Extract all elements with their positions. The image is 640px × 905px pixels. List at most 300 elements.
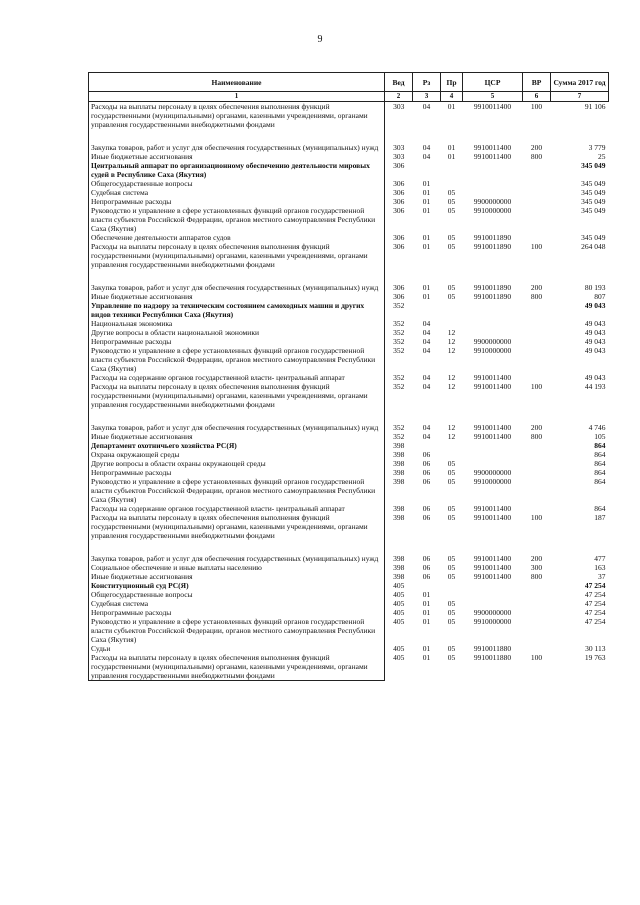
- row-pr: 05: [447, 477, 456, 486]
- row-rz: 01: [422, 283, 431, 292]
- row-csr: 9910011400: [473, 504, 512, 513]
- row-pr: 05: [447, 242, 456, 251]
- row-pr: [441, 161, 463, 179]
- row-rz: [413, 301, 441, 319]
- row-vr: [523, 468, 551, 477]
- row-ved: 398: [393, 563, 405, 572]
- row-sum: 80 193: [584, 283, 606, 292]
- row-name: Расходы на содержание органов государственной власти- центральный аппарат: [89, 504, 385, 513]
- spacer-cell: [463, 409, 523, 423]
- row-sum: 345 049: [581, 233, 606, 242]
- table-row: [89, 432, 609, 441]
- row-pr: 12: [447, 423, 456, 432]
- row-spacer: [89, 269, 609, 283]
- row-vr: 100: [530, 513, 543, 522]
- row-csr: 9910011400: [473, 102, 512, 111]
- row-pr: 05: [447, 283, 456, 292]
- row-ved: 352: [393, 382, 405, 391]
- row-sum: 345 049: [581, 206, 606, 215]
- row-csr: 9910011400: [473, 554, 512, 563]
- spacer-cell: [463, 540, 523, 554]
- row-csr: 9910011890: [473, 283, 512, 292]
- row-sum: 864: [594, 504, 606, 513]
- row-pr: [441, 319, 463, 328]
- row-name: Другие вопросы в области охраны окружающей среды: [89, 459, 385, 468]
- row-rz: 06: [422, 513, 431, 522]
- row-spacer: [89, 129, 609, 143]
- row-csr: 9910000000: [473, 206, 512, 215]
- row-sum: 264 048: [581, 242, 606, 251]
- row-name: Руководство и управление в сфере установленных функций органов государственной власти субъектов Российской Федерации, органов местного самоуправления Республики Саха (Якутия): [89, 346, 385, 373]
- spacer-cell: [385, 409, 413, 423]
- row-pr: 05: [447, 572, 456, 581]
- row-pr: 05: [447, 644, 456, 653]
- row-ved: 306: [393, 206, 405, 215]
- row-ved: 352: [393, 423, 405, 432]
- row-csr: 9910011890: [473, 242, 512, 251]
- row-ved: 352: [393, 301, 405, 310]
- row-ved: 405: [393, 581, 405, 590]
- row-csr: [463, 450, 523, 459]
- spacer-cell: [385, 540, 413, 554]
- spacer-cell: [385, 129, 413, 143]
- row-name: Непрограммные расходы: [89, 468, 385, 477]
- row-ved: 405: [393, 608, 405, 617]
- row-vr: [523, 590, 551, 599]
- row-rz: 04: [422, 432, 431, 441]
- column-number: 5: [463, 92, 523, 102]
- row-pr: 05: [447, 233, 456, 242]
- row-sum: 864: [594, 468, 606, 477]
- row-name: Иные бюджетные ассигнования: [89, 292, 385, 301]
- header-name: Наименование: [89, 73, 385, 92]
- row-sum: 807: [594, 292, 606, 301]
- table-row: [89, 161, 609, 179]
- budget-table: [88, 72, 609, 681]
- table-body: [89, 102, 609, 681]
- table-row: [89, 373, 609, 382]
- row-sum: 44 193: [584, 382, 606, 391]
- row-sum: 864: [594, 441, 606, 450]
- row-ved: 398: [393, 504, 405, 513]
- row-ved: 398: [393, 554, 405, 563]
- page-number: 9: [317, 34, 323, 45]
- row-ved: 306: [393, 179, 405, 188]
- row-vr: [523, 206, 551, 233]
- row-csr: [463, 301, 523, 319]
- row-sum: 47 254: [584, 599, 606, 608]
- row-name: Расходы на выплаты персоналу в целях обеспечения выполнения функций государственными (муниципальными) органами, казенными учреждениями, органами управления государственными внебюджетными фондами: [89, 102, 385, 130]
- table-row: [89, 554, 609, 563]
- row-pr: [441, 450, 463, 459]
- row-name: Общегосударственные вопросы: [89, 590, 385, 599]
- table-row: [89, 328, 609, 337]
- row-rz: 06: [422, 504, 431, 513]
- table-row: [89, 301, 609, 319]
- spacer-cell: [89, 540, 385, 554]
- spacer-cell: [89, 409, 385, 423]
- row-sum: 187: [594, 513, 606, 522]
- row-rz: 01: [422, 617, 431, 626]
- row-pr: 05: [447, 554, 456, 563]
- row-name: Департамент охотничьего хозяйства РС(Я): [89, 441, 385, 450]
- row-sum: 864: [594, 450, 606, 459]
- row-vr: [523, 337, 551, 346]
- row-rz: 04: [422, 382, 431, 391]
- spacer-cell: [523, 409, 551, 423]
- row-csr: [463, 459, 523, 468]
- row-rz: 04: [422, 152, 431, 161]
- spacer-cell: [89, 129, 385, 143]
- row-sum: 30 113: [585, 644, 606, 653]
- row-sum: 345 049: [581, 161, 606, 170]
- spacer-cell: [463, 129, 523, 143]
- row-pr: 12: [447, 346, 456, 355]
- row-sum: 49 043: [584, 301, 606, 310]
- row-rz: 06: [422, 563, 431, 572]
- row-vr: 100: [530, 102, 543, 111]
- row-pr: [441, 590, 463, 599]
- row-csr: 9910011400: [473, 423, 512, 432]
- row-vr: [523, 179, 551, 188]
- row-csr: 9910011880: [473, 644, 512, 653]
- table-row: [89, 206, 609, 233]
- spacer-cell: [413, 129, 441, 143]
- row-csr: 9910000000: [473, 346, 512, 355]
- row-sum: 49 043: [584, 373, 606, 382]
- row-rz: 01: [422, 233, 431, 242]
- table-row: [89, 242, 609, 269]
- spacer-cell: [551, 540, 609, 554]
- row-sum: 25: [598, 152, 606, 161]
- row-rz: 06: [422, 554, 431, 563]
- row-pr: 12: [447, 382, 456, 391]
- row-vr: [523, 608, 551, 617]
- table-row: [89, 608, 609, 617]
- row-pr: 05: [447, 608, 456, 617]
- row-name: Расходы на выплаты персоналу в целях обеспечения выполнения функций государственными (муниципальными) органами, казенными учреждениями, органами управления государственными внебюджетными фондами: [89, 513, 385, 540]
- row-spacer: [89, 540, 609, 554]
- row-csr: 9900000000: [473, 608, 512, 617]
- table-row: [89, 513, 609, 540]
- row-rz: 01: [422, 590, 431, 599]
- row-pr: 05: [447, 513, 456, 522]
- spacer-cell: [523, 129, 551, 143]
- table-row: [89, 283, 609, 292]
- table-row: [89, 599, 609, 608]
- row-rz: 01: [422, 197, 431, 206]
- row-sum: 864: [594, 477, 606, 486]
- row-csr: 9910000000: [473, 617, 512, 626]
- row-csr: 9910011400: [473, 572, 512, 581]
- row-vr: 800: [530, 572, 543, 581]
- table-row: [89, 179, 609, 188]
- row-vr: [523, 617, 551, 644]
- spacer-cell: [523, 540, 551, 554]
- row-rz: 01: [422, 242, 431, 251]
- row-rz: 04: [422, 328, 431, 337]
- row-pr: [441, 301, 463, 319]
- header-vr: ВР: [523, 73, 551, 92]
- row-name: Центральный аппарат по организационному обеспечению деятельности мировых судей в Республике Саха (Якутия): [89, 161, 385, 179]
- row-vr: [523, 346, 551, 373]
- row-csr: [463, 328, 523, 337]
- row-rz: 06: [422, 572, 431, 581]
- row-vr: 200: [530, 423, 543, 432]
- row-rz: 01: [422, 206, 431, 215]
- row-name: Другие вопросы в области национальной экономики: [89, 328, 385, 337]
- row-sum: 477: [594, 554, 606, 563]
- row-csr: 9910011400: [473, 152, 512, 161]
- row-vr: 100: [530, 653, 543, 662]
- spacer-cell: [441, 540, 463, 554]
- table-row: [89, 188, 609, 197]
- row-name: Судебная система: [89, 599, 385, 608]
- row-ved: 306: [393, 283, 405, 292]
- row-rz: 01: [422, 292, 431, 301]
- row-name: Расходы на выплаты персоналу в целях обеспечения выполнения функций государственными (муниципальными) органами, казенными учреждениями, органами управления государственными внебюджетными фондами: [89, 653, 385, 681]
- row-csr: [463, 319, 523, 328]
- row-pr: 01: [447, 143, 456, 152]
- row-rz: 01: [422, 188, 431, 197]
- row-vr: [523, 373, 551, 382]
- row-name: Руководство и управление в сфере установленных функций органов государственной власти субъектов Российской Федерации, органов местного самоуправления Республики Саха (Якутия): [89, 206, 385, 233]
- row-csr: 9910011400: [473, 513, 512, 522]
- row-name: Закупка товаров, работ и услуг для обеспечения государственных (муниципальных) нужд: [89, 143, 385, 152]
- row-vr: [523, 161, 551, 179]
- row-pr: 05: [447, 206, 456, 215]
- spacer-cell: [413, 269, 441, 283]
- table-row: [89, 617, 609, 644]
- row-sum: 345 049: [581, 188, 606, 197]
- row-name: Судебная система: [89, 188, 385, 197]
- row-csr: 9900000000: [473, 197, 512, 206]
- row-pr: 05: [447, 504, 456, 513]
- row-pr: [441, 179, 463, 188]
- row-sum: 105: [594, 432, 606, 441]
- row-rz: 06: [422, 450, 431, 459]
- table-row: [89, 572, 609, 581]
- row-rz: 04: [422, 423, 431, 432]
- row-vr: 200: [530, 554, 543, 563]
- row-pr: [441, 441, 463, 450]
- row-ved: 352: [393, 373, 405, 382]
- row-ved: 405: [393, 599, 405, 608]
- table-row: [89, 441, 609, 450]
- row-rz: 01: [422, 599, 431, 608]
- row-pr: 05: [447, 197, 456, 206]
- row-name: Расходы на содержание органов государственной власти- центральный аппарат: [89, 373, 385, 382]
- spacer-cell: [441, 269, 463, 283]
- table-row: [89, 477, 609, 504]
- row-name: Руководство и управление в сфере установленных функций органов государственной власти субъектов Российской Федерации, органов местного самоуправления Республики Саха (Якутия): [89, 477, 385, 504]
- row-name: Общегосударственные вопросы: [89, 179, 385, 188]
- row-csr: 9900000000: [473, 337, 512, 346]
- row-ved: 352: [393, 328, 405, 337]
- row-ved: 303: [393, 143, 405, 152]
- row-sum: 19 763: [584, 653, 606, 662]
- row-csr: 9910011880: [473, 653, 512, 662]
- row-ved: 405: [393, 590, 405, 599]
- row-rz: [413, 581, 441, 590]
- table-row: [89, 346, 609, 373]
- row-sum: 37: [598, 572, 606, 581]
- spacer-cell: [551, 129, 609, 143]
- row-sum: 91 106: [584, 102, 606, 111]
- spacer-cell: [89, 269, 385, 283]
- row-csr: [463, 590, 523, 599]
- row-vr: [523, 441, 551, 450]
- table-row: [89, 653, 609, 681]
- row-vr: [523, 233, 551, 242]
- column-number: 7: [551, 92, 609, 102]
- row-name: Закупка товаров, работ и услуг для обеспечения государственных (муниципальных) нужд: [89, 554, 385, 563]
- row-ved: 398: [393, 513, 405, 522]
- row-ved: 306: [393, 188, 405, 197]
- budget-table-container: [88, 72, 608, 681]
- row-sum: 49 043: [584, 328, 606, 337]
- row-ved: 398: [393, 459, 405, 468]
- row-name: Охрана окружающей среды: [89, 450, 385, 459]
- row-sum: 49 043: [584, 319, 606, 328]
- row-name: Социальное обеспечение и иные выплаты населению: [89, 563, 385, 572]
- row-ved: 398: [393, 450, 405, 459]
- row-name: Конституционный суд РС(Я): [89, 581, 385, 590]
- row-vr: 100: [530, 382, 543, 391]
- row-rz: [413, 161, 441, 179]
- row-ved: 306: [393, 197, 405, 206]
- table-row: [89, 581, 609, 590]
- row-csr: [463, 441, 523, 450]
- row-vr: 100: [530, 242, 543, 251]
- table-row: [89, 292, 609, 301]
- row-pr: 05: [447, 468, 456, 477]
- row-ved: 306: [393, 161, 405, 170]
- row-rz: 04: [422, 143, 431, 152]
- row-name: Обеспечение деятельности аппаратов судов: [89, 233, 385, 242]
- row-sum: 345 049: [581, 179, 606, 188]
- table-row: [89, 504, 609, 513]
- column-number: 1: [89, 92, 385, 102]
- row-csr: 9910011890: [473, 292, 512, 301]
- row-pr: 05: [447, 292, 456, 301]
- row-sum: 163: [594, 563, 606, 572]
- table-row: [89, 563, 609, 572]
- row-vr: 800: [530, 292, 543, 301]
- row-vr: 200: [530, 143, 543, 152]
- row-pr: 12: [447, 432, 456, 441]
- row-name: Непрограммные расходы: [89, 608, 385, 617]
- row-pr: 12: [447, 373, 456, 382]
- row-vr: [523, 599, 551, 608]
- row-csr: 9910011400: [473, 563, 512, 572]
- row-sum: 49 043: [584, 337, 606, 346]
- row-sum: 3 779: [588, 143, 606, 152]
- row-sum: 47 254: [584, 617, 606, 626]
- row-rz: 06: [422, 468, 431, 477]
- row-ved: 398: [393, 441, 405, 450]
- spacer-cell: [441, 129, 463, 143]
- table-row: [89, 152, 609, 161]
- row-csr: 9910011890: [473, 233, 512, 242]
- row-ved: 306: [393, 233, 405, 242]
- row-vr: [523, 459, 551, 468]
- row-name: Закупка товаров, работ и услуг для обеспечения государственных (муниципальных) нужд: [89, 283, 385, 292]
- row-ved: 306: [393, 242, 405, 251]
- row-csr: 9910011400: [473, 143, 512, 152]
- row-vr: 300: [530, 563, 543, 572]
- spacer-cell: [463, 269, 523, 283]
- row-vr: [523, 581, 551, 590]
- table-row: [89, 337, 609, 346]
- row-vr: [523, 328, 551, 337]
- row-vr: 800: [530, 152, 543, 161]
- row-rz: 04: [422, 102, 431, 111]
- row-pr: 05: [447, 653, 456, 662]
- table-row: [89, 459, 609, 468]
- row-rz: 06: [422, 477, 431, 486]
- row-vr: 800: [530, 432, 543, 441]
- table-row: [89, 143, 609, 152]
- spacer-cell: [523, 269, 551, 283]
- row-vr: [523, 450, 551, 459]
- column-number: 4: [441, 92, 463, 102]
- row-csr: [463, 179, 523, 188]
- row-vr: [523, 319, 551, 328]
- row-ved: 352: [393, 319, 405, 328]
- row-rz: [413, 441, 441, 450]
- row-vr: [523, 188, 551, 197]
- header-sum: Сумма 2017 год: [551, 73, 609, 92]
- row-ved: 405: [393, 617, 405, 626]
- row-spacer: [89, 409, 609, 423]
- row-csr: 9910011400: [473, 373, 512, 382]
- spacer-cell: [441, 409, 463, 423]
- row-pr: 12: [447, 328, 456, 337]
- row-rz: 04: [422, 337, 431, 346]
- row-ved: 398: [393, 572, 405, 581]
- table-row: [89, 197, 609, 206]
- table-row: [89, 423, 609, 432]
- row-ved: 405: [393, 653, 405, 662]
- row-sum: 4 746: [588, 423, 606, 432]
- row-csr: [463, 188, 523, 197]
- row-pr: 05: [447, 188, 456, 197]
- spacer-cell: [385, 269, 413, 283]
- row-name: Иные бюджетные ассигнования: [89, 572, 385, 581]
- header-csr: ЦСР: [463, 73, 523, 92]
- row-rz: 01: [422, 644, 431, 653]
- spacer-cell: [551, 409, 609, 423]
- row-rz: 04: [422, 319, 431, 328]
- column-number: 6: [523, 92, 551, 102]
- row-name: Управление по надзору за техническим состоянием самоходных машин и других видов техники Республики Саха (Якутия): [89, 301, 385, 319]
- row-ved: 303: [393, 152, 405, 161]
- row-pr: 12: [447, 337, 456, 346]
- row-name: Непрограммные расходы: [89, 337, 385, 346]
- row-csr: 9910011400: [473, 432, 512, 441]
- row-pr: 05: [447, 563, 456, 572]
- table-row: [89, 319, 609, 328]
- row-ved: 398: [393, 477, 405, 486]
- row-vr: [523, 197, 551, 206]
- row-pr: [441, 581, 463, 590]
- row-rz: 04: [422, 346, 431, 355]
- row-ved: 306: [393, 292, 405, 301]
- row-rz: 01: [422, 179, 431, 188]
- row-name: Иные бюджетные ассигнования: [89, 152, 385, 161]
- row-ved: 405: [393, 644, 405, 653]
